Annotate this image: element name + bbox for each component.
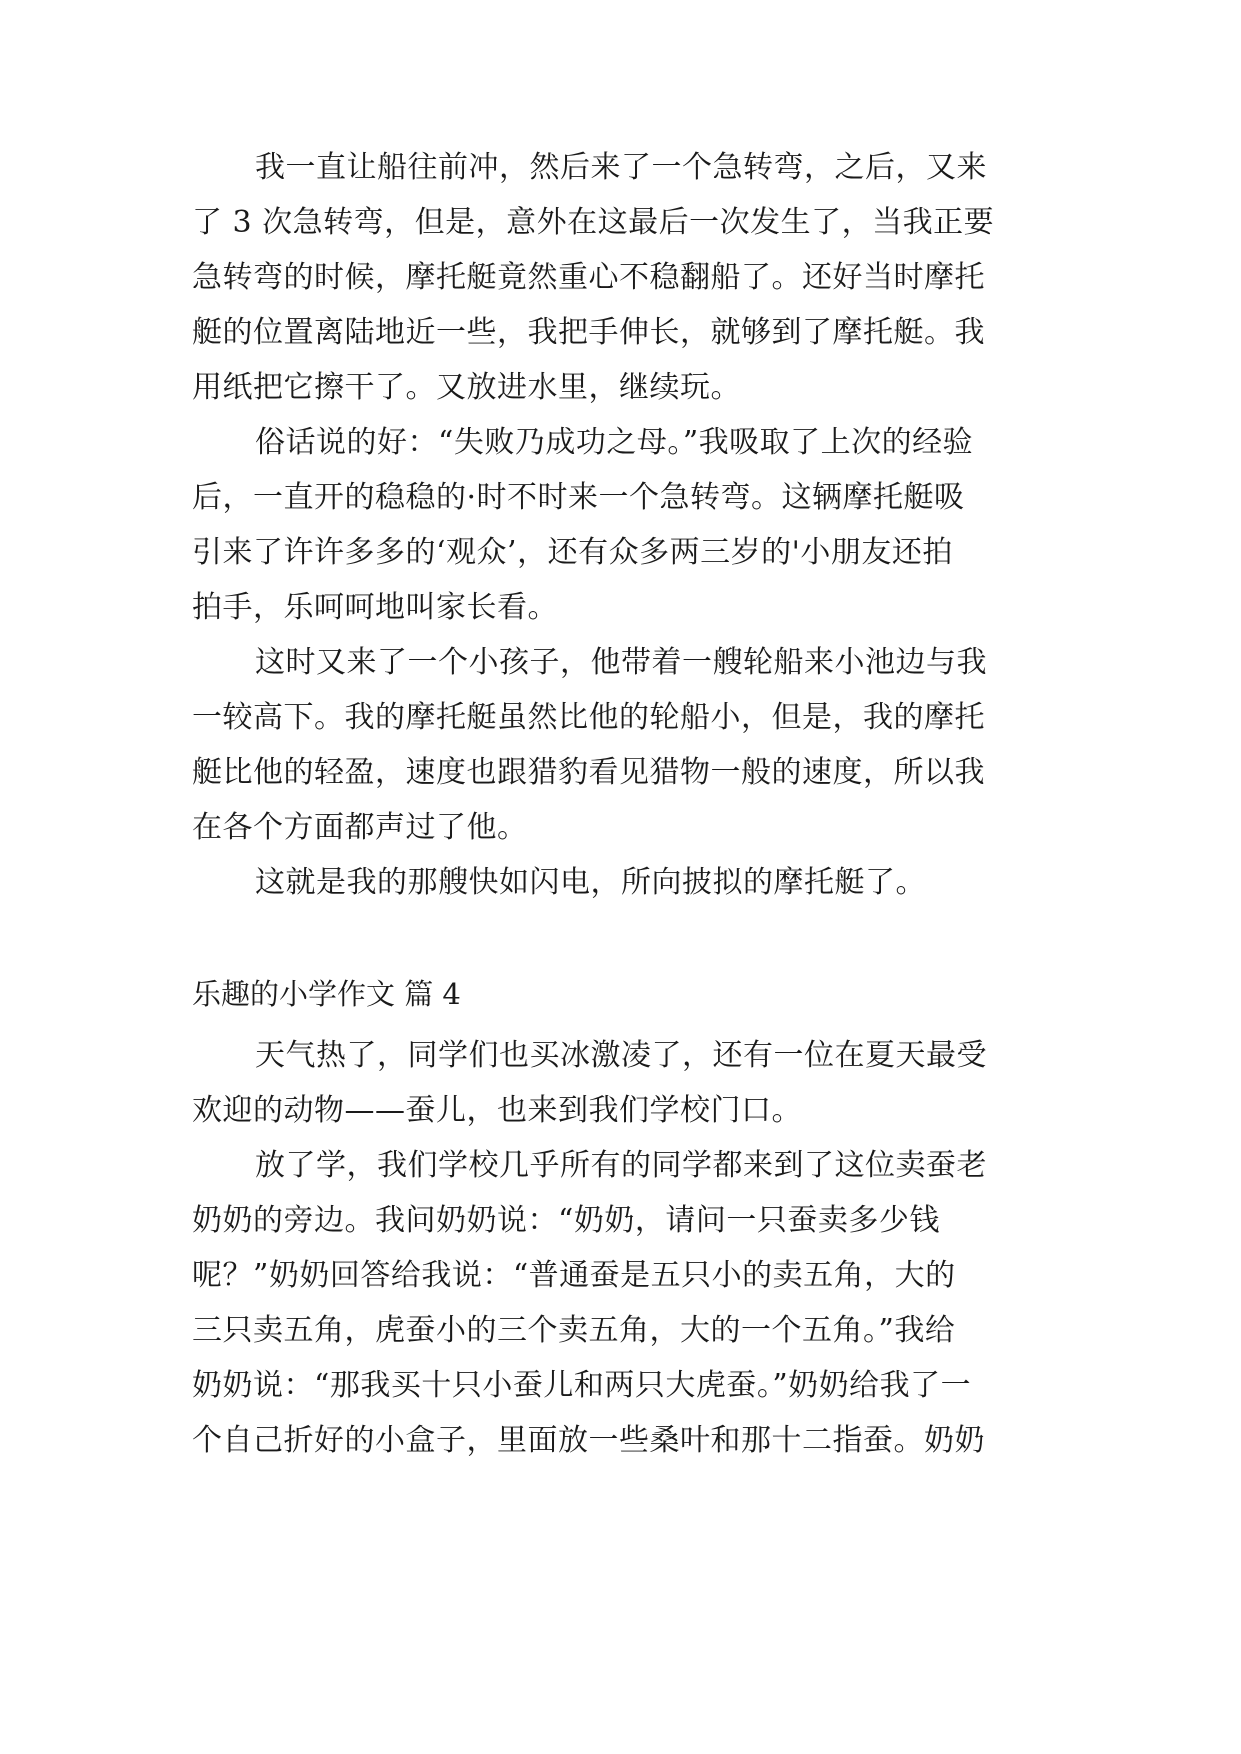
paragraph-2-line-1: 俗话说的好：“失败乃成功之母。”我吸取了上次的经验 bbox=[255, 425, 974, 460]
paragraph-6-line-5: 奶奶说：“那我买十只小蚕儿和两只大虎蚕。”奶奶给我了一 bbox=[192, 1368, 972, 1403]
paragraph-2-line-2: 后，一直开的稳稳的·时不时来一个急转弯。这辆摩托艇吸 bbox=[192, 480, 965, 515]
paragraph-6-line-2: 奶奶的旁边。我问奶奶说：“奶奶，请问一只蚕卖多少钱 bbox=[192, 1203, 940, 1238]
paragraph-2-line-4: 拍手，乐呵呵地叫家长看。 bbox=[192, 590, 558, 625]
paragraph-5-line-2: 欢迎的动物——蚕儿，也来到我们学校门口。 bbox=[192, 1093, 802, 1128]
paragraph-6-line-4: 三只卖五角，虎蚕小的三个卖五角，大的一个五角。”我给 bbox=[192, 1313, 956, 1348]
paragraph-3-line-2: 一较高下。我的摩托艇虽然比他的轮船小，但是，我的摩托 bbox=[192, 700, 985, 735]
paragraph-1-line-2: 了 3 次急转弯，但是，意外在这最后一次发生了，当我正要 bbox=[192, 205, 995, 240]
paragraph-3-line-1: 这时又来了一个小孩子，他带着一艘轮船来小池边与我 bbox=[255, 645, 987, 680]
paragraph-1-line-1: 我一直让船往前冲，然后来了一个急转弯，之后，又来 bbox=[255, 150, 987, 185]
paragraph-6-line-3: 呢？”奶奶回答给我说：“普通蚕是五只小的卖五角，大的 bbox=[192, 1258, 956, 1293]
paragraph-6-line-6: 个自己折好的小盒子，里面放一些桑叶和那十二指蚕。奶奶 bbox=[192, 1423, 985, 1458]
paragraph-1-line-3: 急转弯的时候，摩托艇竟然重心不稳翻船了。还好当时摩托 bbox=[192, 260, 985, 295]
paragraph-3-line-4: 在各个方面都声过了他。 bbox=[192, 810, 528, 845]
paragraph-5-line-1: 天气热了，同学们也买冰激凌了，还有一位在夏天最受 bbox=[255, 1038, 987, 1073]
paragraph-2-line-3: 引来了许许多多的‘观众’，还有众多两三岁的'小朋友还拍 bbox=[192, 535, 953, 570]
paragraph-6-line-1: 放了学，我们学校几乎所有的同学都来到了这位卖蚕老 bbox=[255, 1148, 987, 1183]
section-heading: 乐趣的小学作文 篇 4 bbox=[192, 977, 461, 1011]
paragraph-3-line-3: 艇比他的轻盈，速度也跟猎豹看见猎物一般的速度，所以我 bbox=[192, 755, 985, 790]
paragraph-4-line-1: 这就是我的那艘快如闪电，所向披拟的摩托艇了。 bbox=[255, 865, 926, 900]
paragraph-1-line-5: 用纸把它擦干了。又放进水里，继续玩。 bbox=[192, 370, 741, 405]
paragraph-1-line-4: 艇的位置离陆地近一些，我把手伸长，就够到了摩托艇。我 bbox=[192, 315, 985, 350]
